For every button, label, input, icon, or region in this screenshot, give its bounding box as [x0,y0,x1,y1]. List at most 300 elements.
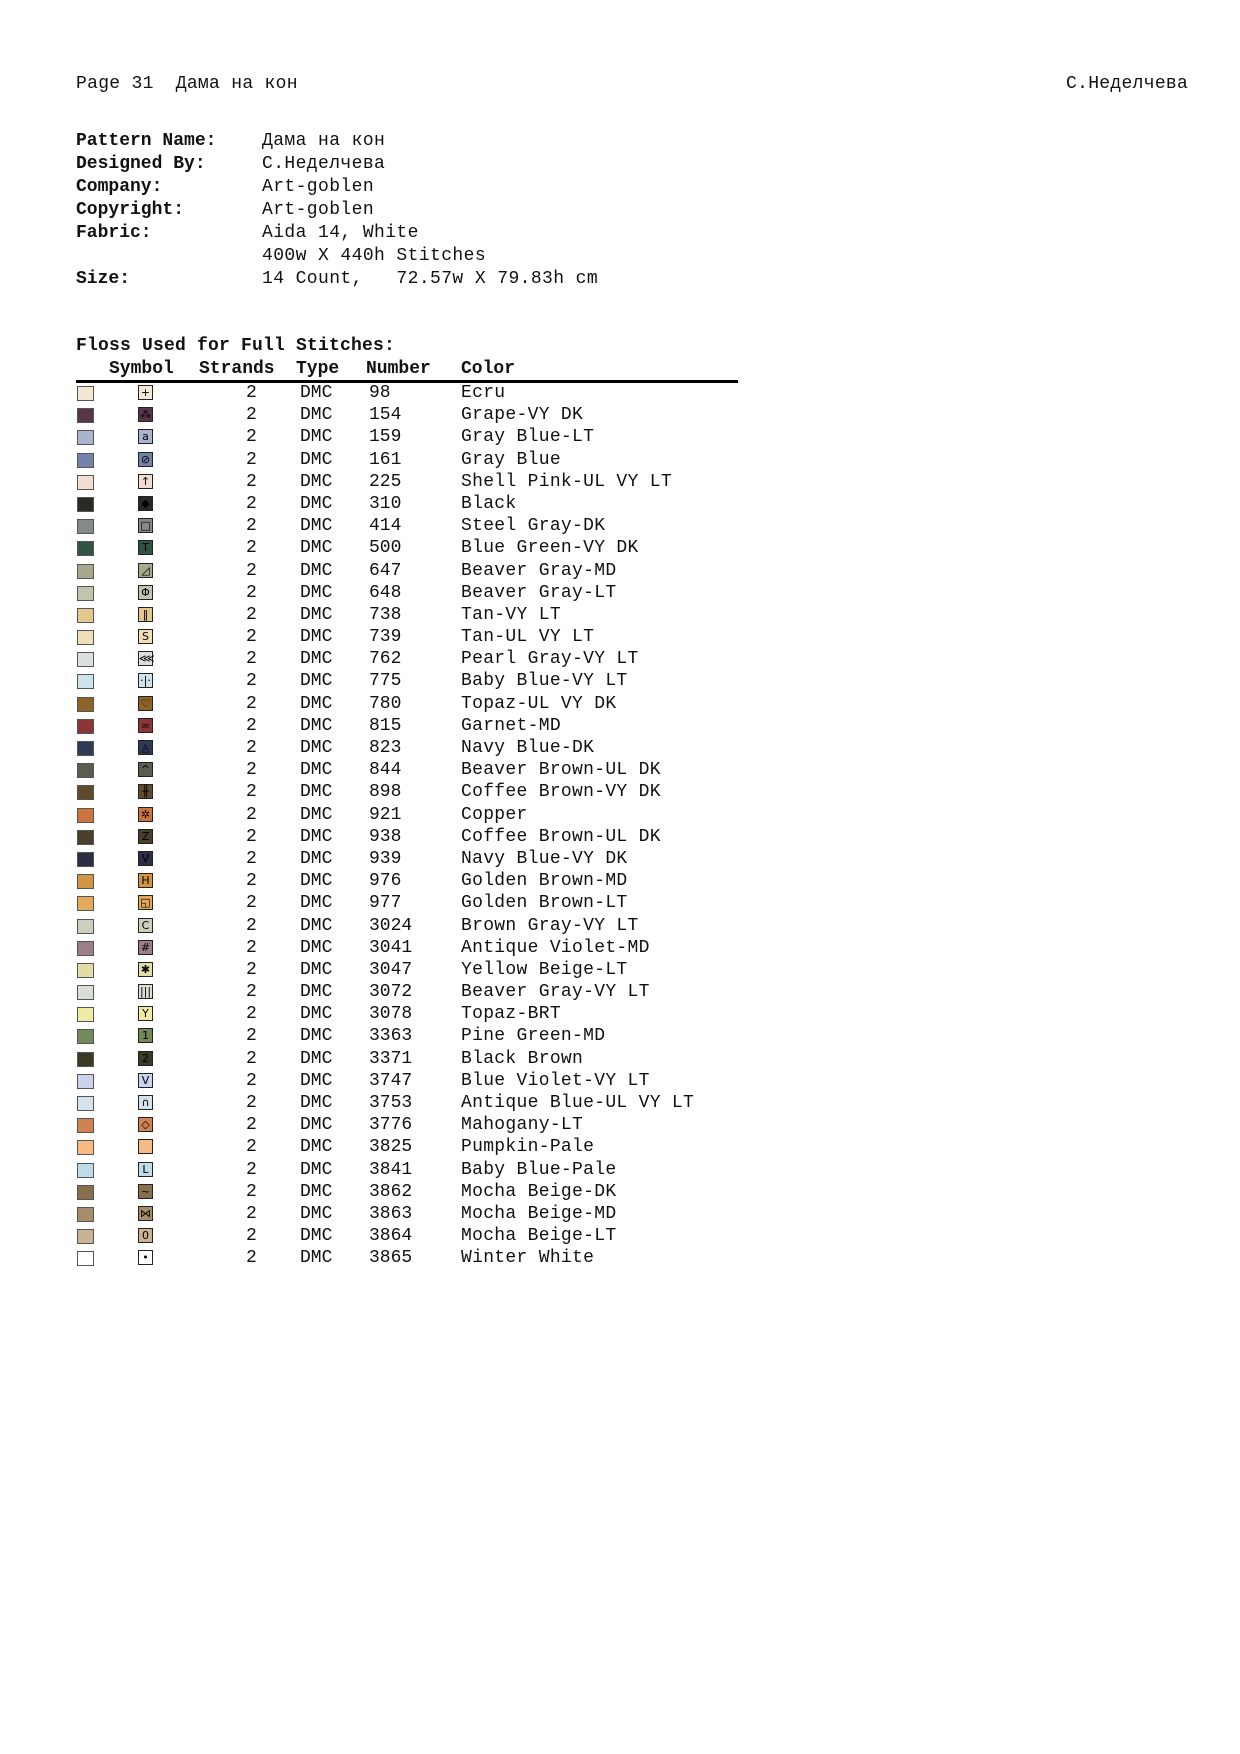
type-cell: DMC [300,1226,333,1247]
floss-row [76,781,756,803]
floss-row [76,471,756,493]
floss-row [76,648,756,670]
color-swatch [77,697,94,712]
strands-cell: 2 [246,405,257,426]
strands-cell: 2 [246,427,257,448]
number-cell: 647 [369,560,402,581]
color-swatch [77,785,94,800]
color-swatch [77,430,94,445]
info-label: Fabric: [76,223,152,243]
strands-cell: 2 [246,649,257,670]
stitch-symbol-icon: Y [138,1006,153,1021]
color-swatch [77,1229,94,1244]
stitch-symbol-icon: ⁂ [140,408,151,422]
strands-cell: 2 [246,493,257,514]
stitch-symbol-icon: ↑ [138,474,153,489]
stitch-symbol-icon: # [138,940,153,955]
type-cell: DMC [300,582,333,603]
number-cell: 739 [369,627,402,648]
number-cell: 154 [369,405,402,426]
info-value: Art-goblen [262,200,375,220]
strands-cell: 2 [246,826,257,847]
info-row [76,130,598,153]
color-swatch [77,453,94,468]
number-cell: 98 [369,383,391,403]
color-name-cell: Tan-VY LT [461,604,561,625]
stitch-symbol-icon: ^ [138,762,153,777]
number-cell: 977 [369,893,402,914]
color-swatch [77,1096,94,1111]
color-name-cell: Antique Blue-UL VY LT [461,1093,695,1113]
floss-row [76,826,756,848]
stitch-symbol-icon: ⋈ [140,1206,151,1220]
floss-row [76,449,756,471]
number-cell: 762 [369,649,402,670]
type-cell: DMC [300,1203,333,1224]
number-cell: 3371 [369,1048,413,1069]
type-cell: DMC [300,649,333,670]
floss-title: Floss Used for Full Stitches: [76,336,396,356]
strands-cell: 2 [246,848,257,869]
floss-row [76,737,756,759]
floss-row [76,626,756,648]
info-row [76,222,598,245]
color-swatch [77,1140,94,1155]
color-name-cell: Shell Pink-UL VY LT [461,471,672,492]
stitch-symbol-icon: ~ [138,1184,153,1199]
type-cell: DMC [300,804,333,825]
stitch-symbol-icon: V [138,1073,153,1088]
col-strands: Strands [199,359,275,379]
floss-row [76,693,756,715]
stitch-symbol-icon: ‖ [138,607,153,622]
floss-row [76,1181,756,1203]
info-value: 400w X 440h Stitches [262,246,487,266]
stitch-symbol-icon: 1 [138,1028,153,1043]
floss-row [76,1159,756,1181]
number-cell: 738 [369,604,402,625]
color-swatch [77,874,94,889]
stitch-symbol-icon: S [138,629,153,644]
number-cell: 3363 [369,1026,413,1047]
type-cell: DMC [300,1004,333,1025]
stitch-symbol-icon: Z [138,829,153,844]
page-header [76,74,320,94]
stitch-symbol-icon: ||| [139,985,152,999]
stitch-symbol-icon: ✱ [138,962,153,977]
info-label: Pattern Name: [76,131,217,151]
strands-cell: 2 [246,760,257,781]
number-cell: 780 [369,693,402,714]
type-cell: DMC [300,848,333,869]
strands-cell: 2 [246,1159,257,1180]
strands-cell: 2 [246,582,257,603]
number-cell: 3747 [369,1070,413,1091]
type-cell: DMC [300,627,333,648]
stitch-symbol-icon: ◱ [138,895,153,910]
color-name-cell: Beaver Brown-UL DK [461,760,661,781]
floss-row [76,426,756,448]
type-cell: DMC [300,1048,333,1069]
color-name-cell: Antique Violet-MD [461,937,650,958]
stitch-symbol-icon: ◆ [138,496,153,511]
color-swatch [77,386,94,401]
color-swatch [77,1185,94,1200]
color-name-cell: Steel Gray-DK [461,516,606,537]
strands-cell: 2 [246,516,257,537]
floss-row [76,537,756,559]
strands-cell: 2 [246,937,257,958]
strands-cell: 2 [246,449,257,470]
number-cell: 3776 [369,1115,413,1136]
color-name-cell: Navy Blue-VY DK [461,848,628,869]
floss-row [76,915,756,937]
color-swatch [77,630,94,645]
type-cell: DMC [300,1159,333,1180]
number-cell: 3753 [369,1093,413,1113]
stitch-symbol-icon: C [138,918,153,933]
strands-cell: 2 [246,982,257,1003]
type-cell: DMC [300,893,333,914]
floss-row [76,670,756,692]
stitch-symbol-icon: Φ [138,585,153,600]
number-cell: 310 [369,493,402,514]
type-cell: DMC [300,915,333,936]
color-swatch [77,808,94,823]
number-cell: 844 [369,760,402,781]
color-swatch [77,541,94,556]
type-cell: DMC [300,982,333,1003]
info-value: Aida 14, White [262,223,419,243]
strands-cell: 2 [246,715,257,736]
stitch-symbol-icon: V [138,851,153,866]
color-swatch [77,963,94,978]
color-swatch [77,1029,94,1044]
color-name-cell: Pumpkin-Pale [461,1137,595,1158]
strands-cell: 2 [246,915,257,936]
color-swatch [77,519,94,534]
floss-row [76,582,756,604]
col-color: Color [461,359,516,379]
type-cell: DMC [300,871,333,892]
number-cell: 3072 [369,982,413,1003]
color-name-cell: Mocha Beige-MD [461,1203,617,1224]
color-name-cell: Mocha Beige-DK [461,1181,617,1202]
number-cell: 3047 [369,959,413,980]
strands-cell: 2 [246,1048,257,1069]
stitch-symbol-icon: ·|· [138,673,153,688]
info-row [76,245,598,268]
color-swatch [77,1207,94,1222]
color-name-cell: Baby Blue-VY LT [461,671,628,692]
floss-row [76,382,756,404]
strands-cell: 2 [246,1137,257,1158]
color-swatch [77,1163,94,1178]
stitch-symbol-icon: • [138,1250,153,1265]
col-symbol: Symbol [109,359,174,379]
stitch-symbol-icon: 0 [138,1228,153,1243]
floss-row [76,1003,756,1025]
col-number: Number [366,359,431,379]
color-name-cell: Blue Green-VY DK [461,538,639,559]
floss-row [76,1225,756,1247]
number-cell: 3863 [369,1203,413,1224]
strands-cell: 2 [246,693,257,714]
stitch-symbol-icon: ╫ [138,784,153,799]
color-name-cell: Topaz-BRT [461,1004,561,1025]
type-cell: DMC [300,1115,333,1136]
number-cell: 3078 [369,1004,413,1025]
stitch-symbol-icon: T [138,540,153,555]
number-cell: 225 [369,471,402,492]
info-label: Copyright: [76,200,185,220]
type-cell: DMC [300,937,333,958]
type-cell: DMC [300,1248,333,1269]
type-cell: DMC [300,671,333,692]
type-cell: DMC [300,738,333,758]
type-cell: DMC [300,1070,333,1091]
floss-row [76,1114,756,1136]
number-cell: 3862 [369,1181,413,1202]
number-cell: 815 [369,715,402,736]
color-swatch [77,497,94,512]
color-name-cell: Beaver Gray-MD [461,560,617,581]
strands-cell: 2 [246,1093,257,1113]
color-name-cell: Blue Violet-VY LT [461,1070,650,1091]
strands-cell: 2 [246,1226,257,1247]
floss-row [76,604,756,626]
floss-row [76,1247,756,1269]
type-cell: DMC [300,693,333,714]
info-value: Дама на кон [262,131,386,151]
color-swatch [77,919,94,934]
color-name-cell: Coffee Brown-UL DK [461,826,661,847]
color-swatch [77,1052,94,1067]
type-cell: DMC [300,715,333,736]
floss-row [76,870,756,892]
number-cell: 775 [369,671,402,692]
color-name-cell: Golden Brown-MD [461,871,628,892]
number-cell: 938 [369,826,402,847]
number-cell: 159 [369,427,402,448]
color-name-cell: Mahogany-LT [461,1115,584,1136]
strands-cell: 2 [246,1203,257,1224]
color-swatch [77,941,94,956]
type-cell: DMC [300,1093,333,1113]
color-swatch [77,564,94,579]
color-name-cell: Beaver Gray-VY LT [461,982,650,1003]
color-swatch [77,719,94,734]
strands-cell: 2 [246,671,257,692]
type-cell: DMC [300,1181,333,1202]
stitch-symbol-icon: ◿ [138,563,153,578]
floss-row [76,404,756,426]
number-cell: 921 [369,804,402,825]
color-name-cell: Black [461,493,517,514]
type-cell: DMC [300,449,333,470]
type-cell: DMC [300,516,333,537]
color-name-cell: Pearl Gray-VY LT [461,649,639,670]
color-name-cell: Black Brown [461,1048,584,1069]
color-swatch [77,475,94,490]
stitch-symbol-icon: ⋘ [139,652,155,666]
strands-cell: 2 [246,560,257,581]
type-cell: DMC [300,427,333,448]
type-cell: DMC [300,471,333,492]
floss-row [76,1048,756,1070]
color-name-cell: Pine Green-MD [461,1026,606,1047]
strands-cell: 2 [246,1026,257,1047]
type-cell: DMC [300,383,333,403]
number-cell: 648 [369,582,402,603]
color-name-cell: Gray Blue [461,449,561,470]
color-name-cell: Grape-VY DK [461,405,584,426]
stitch-symbol-icon: ∩ [138,1095,153,1110]
number-cell: 500 [369,538,402,559]
type-cell: DMC [300,959,333,980]
strands-cell: 2 [246,604,257,625]
stitch-symbol-icon: □ [138,518,153,533]
floss-row [76,715,756,737]
stitch-symbol-icon: ✲ [138,807,153,822]
strands-cell: 2 [246,871,257,892]
stitch-symbol-icon: a [138,429,153,444]
color-name-cell: Golden Brown-LT [461,893,628,914]
floss-row [76,759,756,781]
color-swatch [77,674,94,689]
info-value: Art-goblen [262,177,375,197]
floss-row [76,1092,756,1114]
type-cell: DMC [300,1137,333,1158]
color-swatch [77,763,94,778]
color-swatch [77,741,94,756]
color-name-cell: Winter White [461,1248,595,1269]
header-author: С.Неделчева [1066,74,1189,94]
color-swatch [77,852,94,867]
type-cell: DMC [300,760,333,781]
stitch-symbol-icon: ◬ [138,740,153,755]
color-name-cell: Coffee Brown-VY DK [461,782,661,803]
floss-table [76,382,756,1270]
number-cell: 939 [369,848,402,869]
stitch-symbol-icon: ∞ [138,718,153,733]
strands-cell: 2 [246,471,257,492]
strands-cell: 2 [246,1070,257,1091]
floss-row [76,848,756,870]
number-cell: 414 [369,516,402,537]
number-cell: 976 [369,871,402,892]
color-swatch [77,1251,94,1266]
number-cell: 3864 [369,1226,413,1247]
stitch-symbol-icon: + [138,385,153,400]
color-swatch [77,896,94,911]
color-name-cell: Mocha Beige-LT [461,1226,617,1247]
floss-row [76,1025,756,1047]
color-name-cell: Navy Blue-DK [461,738,595,758]
info-row [76,199,598,222]
info-row [76,153,598,176]
type-cell: DMC [300,782,333,803]
type-cell: DMC [300,405,333,426]
floss-row [76,1203,756,1225]
color-swatch [77,652,94,667]
color-swatch [77,408,94,423]
strands-cell: 2 [246,959,257,980]
color-name-cell: Topaz-UL VY DK [461,693,617,714]
number-cell: 161 [369,449,402,470]
type-cell: DMC [300,560,333,581]
floss-row [76,560,756,582]
floss-row [76,937,756,959]
info-value: 14 Count, 72.57w X 79.83h cm [262,269,599,289]
type-cell: DMC [300,493,333,514]
color-name-cell: Tan-UL VY LT [461,627,595,648]
color-swatch [77,1074,94,1089]
color-name-cell: Ecru [461,383,506,403]
type-cell: DMC [300,1026,333,1047]
color-swatch [77,985,94,1000]
number-cell: 3825 [369,1137,413,1158]
header-title: Дама на кон [175,74,298,94]
info-row [76,176,598,199]
strands-cell: 2 [246,782,257,803]
strands-cell: 2 [246,538,257,559]
pattern-info [76,130,598,291]
stitch-symbol-icon: ⊘ [138,452,153,467]
strands-cell: 2 [246,738,257,758]
strands-cell: 2 [246,1004,257,1025]
strands-cell: 2 [246,1115,257,1136]
strands-cell: 2 [246,893,257,914]
info-row [76,268,598,291]
strands-cell: 2 [246,804,257,825]
info-label [76,245,262,268]
number-cell: 3841 [369,1159,413,1180]
number-cell: 3024 [369,915,413,936]
stitch-symbol-icon: 2 [138,1051,153,1066]
color-name-cell: Gray Blue-LT [461,427,595,448]
floss-row [76,515,756,537]
strands-cell: 2 [246,1181,257,1202]
color-swatch [77,1118,94,1133]
floss-row [76,804,756,826]
color-swatch [77,586,94,601]
color-name-cell: Garnet-MD [461,715,561,736]
strands-cell: 2 [246,1248,257,1269]
number-cell: 3041 [369,937,413,958]
color-name-cell: Brown Gray-VY LT [461,915,639,936]
stitch-symbol-icon [138,1139,153,1154]
strands-cell: 2 [246,627,257,648]
type-cell: DMC [300,538,333,559]
stitch-symbol-icon: L [138,1162,153,1177]
number-cell: 3865 [369,1248,413,1269]
floss-row [76,493,756,515]
strands-cell: 2 [246,383,257,403]
floss-row [76,959,756,981]
info-value: С.Неделчева [262,154,386,174]
number-cell: 898 [369,782,402,803]
info-label: Designed By: [76,154,206,174]
type-cell: DMC [300,826,333,847]
number-cell: 823 [369,738,402,758]
col-type: Type [296,359,340,379]
stitch-symbol-icon: H [138,873,153,888]
info-label: Company: [76,177,163,197]
color-name-cell: Copper [461,804,528,825]
color-swatch [77,608,94,623]
color-swatch [77,830,94,845]
